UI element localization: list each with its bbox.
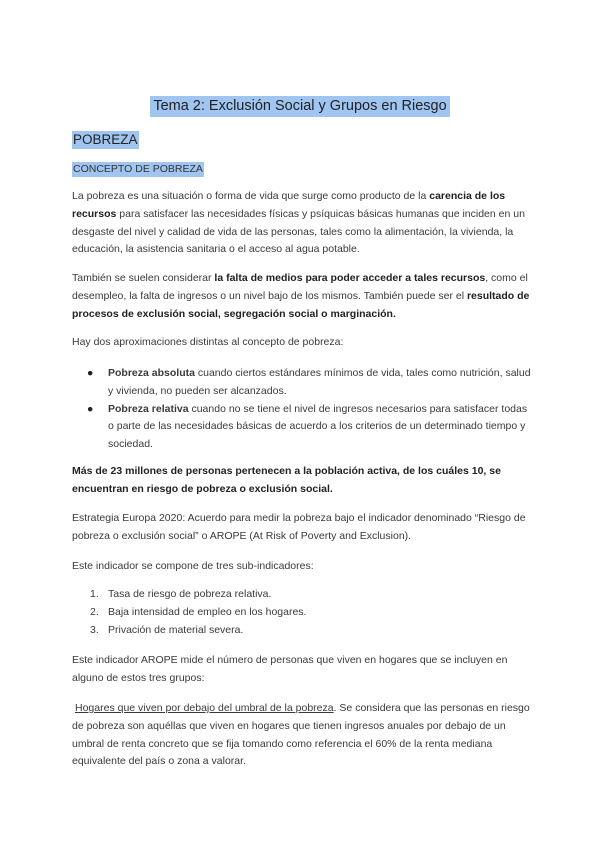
bold-text: carencia de los recursos: [72, 190, 506, 220]
paragraph-arope: Este indicador AROPE mide el número de personas que viven en hogares que se incluyen en alguno de estos tres grupos:: [72, 654, 508, 684]
paragraph-definition: [72, 188, 532, 259]
list-number: 3.: [90, 623, 99, 636]
text-span: Tasa de riesgo de pobreza relativa.: [108, 588, 272, 600]
paragraph-statistic: [72, 463, 532, 499]
bold-text: la falta de medios para poder acceder a tales recursos: [214, 272, 486, 284]
bullet-icon: ●: [87, 402, 94, 415]
section-heading: POBREZA: [73, 132, 138, 147]
paragraph-poverty-threshold: [72, 700, 532, 771]
text-span: Baja intensidad de empleo en los hogares.: [108, 605, 307, 618]
bold-text: Pobreza absoluta: [108, 367, 195, 379]
bold-text: Más de 23 millones de personas pertenecen a la población activa, de los cuáles 10, se encuentran en riesgo de pobreza o exclusión social.: [72, 465, 501, 495]
text-span: Privación de material severa.: [108, 623, 244, 636]
text-span: , como el desempleo, la falta de ingresos o un nivel bajo de los mismos. También puede ser el: [72, 272, 528, 302]
text-span: También se suelen considerar: [72, 272, 215, 284]
bullet-icon: ●: [87, 367, 94, 379]
paragraph-lack-of-means: [72, 270, 532, 323]
list-item: [87, 401, 533, 454]
document-title: Tema 2: Exclusión Social y Grupos en Riesgo: [150, 96, 449, 117]
title-container: [0, 96, 600, 117]
list-item: [90, 586, 530, 604]
list-item: [90, 622, 530, 640]
paragraph-sub-indicators: Este indicador se compone de tres sub-indicadores:: [72, 560, 314, 572]
list-number: 2.: [90, 605, 99, 618]
text-span: La pobreza es una situación o forma de vida que surge como producto de la: [72, 190, 430, 202]
text-span: cuando ciertos estándares mínimos de vida, tales como nutrición, salud y vivienda, no pueden ser alcanzados.: [108, 367, 531, 397]
list-item: [90, 604, 530, 622]
text-span: cuando no se tiene el nivel de ingresos necesarios para satisfacer todas o parte de las necesidades básicas de acuerdo a los criterios de un determinado tiempo y sociedad.: [108, 402, 528, 451]
list-number: 1.: [90, 588, 99, 600]
sub-indicators-list: [90, 586, 530, 639]
approaches-list: [87, 365, 533, 454]
subsection-heading: CONCEPTO DE POBREZA: [73, 163, 203, 175]
text-span: para satisfacer las necesidades físicas y psíquicas básicas humanas que inciden en un desgaste del nivel y calidad de vida de las personas, tales como la alimentación, la vivienda, la educación, la asistencia sanitaria o el acceso al agua potable.: [72, 207, 525, 256]
paragraph-europa-2020: Estrategia Europa 2020: Acuerdo para medir la pobreza bajo el indicador denominado “Riesgo de pobreza o exclusión social” o AROPE (At Risk of Poverty and Exclusion).: [72, 512, 526, 542]
paragraph-approaches: Hay dos aproximaciones distintas al concepto de pobreza:: [72, 336, 344, 348]
bold-text: resultado de procesos de exclusión social, segregación social o marginación.: [72, 289, 530, 320]
text-span: . Se considera que las personas en riesgo de pobreza son aquéllas que viven en hogares que tienen ingresos anuales por debajo de un umbral de renta concreto que se fija tomando como referencia el 60% de la renta mediana equivalente del país o zona a valorar.: [72, 702, 530, 768]
underlined-text: Hogares que viven por debajo del umbral de la pobreza: [75, 702, 334, 714]
bold-text: Pobreza relativa: [108, 402, 189, 415]
list-item: [87, 365, 533, 401]
